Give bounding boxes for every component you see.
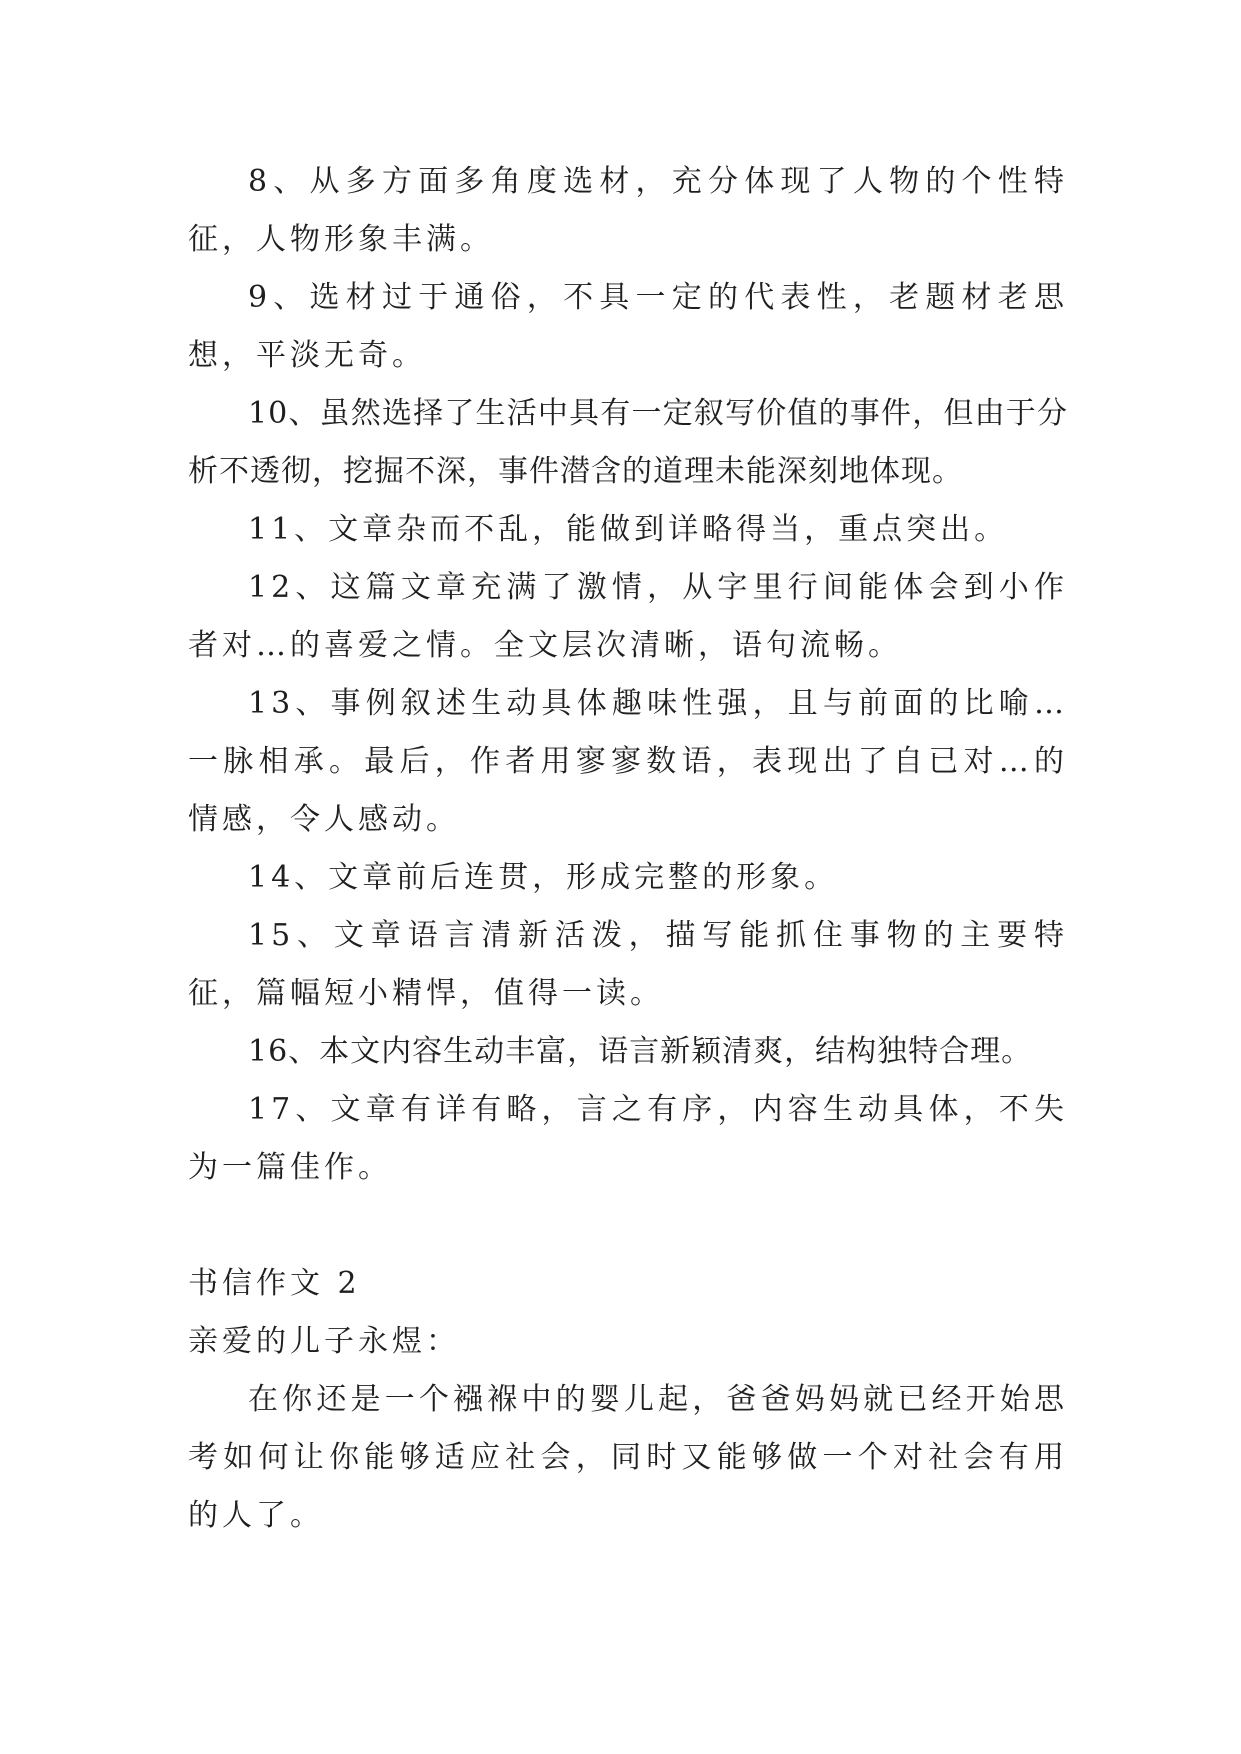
evaluation-item-8: 8、从多方面多角度选材，充分体现了人物的个性特征，人物形象丰满。	[188, 164, 1068, 257]
letter-salutation: 亲爱的儿子永煜：	[188, 1324, 460, 1359]
evaluation-item-17: 17、文章有详有略，言之有序，内容生动具体，不失为一篇佳作。	[188, 1092, 1068, 1185]
evaluation-item-14: 14、文章前后连贯，形成完整的形象。	[248, 860, 839, 895]
letter-body-paragraph: 在你还是一个襁褓中的婴儿起，爸爸妈妈就已经开始思考如何让你能够适应社会，同时又能够做一个对社会有用的人了。	[188, 1382, 1068, 1533]
evaluation-item-12: 12、这篇文章充满了激情，从字里行间能体会到小作者对…的喜爱之情。全文层次清晰，语句流畅。	[188, 570, 1068, 663]
section-gap	[188, 1197, 1068, 1255]
evaluation-item-9: 9、选材过于通俗，不具一定的代表性，老题材老思想，平淡无奇。	[188, 280, 1068, 373]
evaluation-item-16: 16、本文内容生动丰富，语言新颖清爽，结构独特合理。	[248, 1034, 1033, 1069]
evaluation-item-15: 15、文章语言清新活泼，描写能抓住事物的主要特征，篇幅短小精悍，值得一读。	[188, 918, 1068, 1011]
letter-heading: 书信作文 2	[188, 1266, 361, 1301]
evaluation-item-13: 13、事例叙述生动具体趣味性强，且与前面的比喻…一脉相承。最后，作者用寥寥数语，表现出了自已对…的情感，令人感动。	[188, 686, 1068, 837]
evaluation-item-10: 10、虽然选择了生活中具有一定叙写价值的事件，但由于分析不透彻，挖掘不深，事件潜含的道理未能深刻地体现。	[188, 396, 1068, 489]
evaluation-item-11: 11、文章杂而不乱，能做到详略得当，重点突出。	[248, 512, 1009, 547]
document-body	[188, 153, 1068, 1545]
